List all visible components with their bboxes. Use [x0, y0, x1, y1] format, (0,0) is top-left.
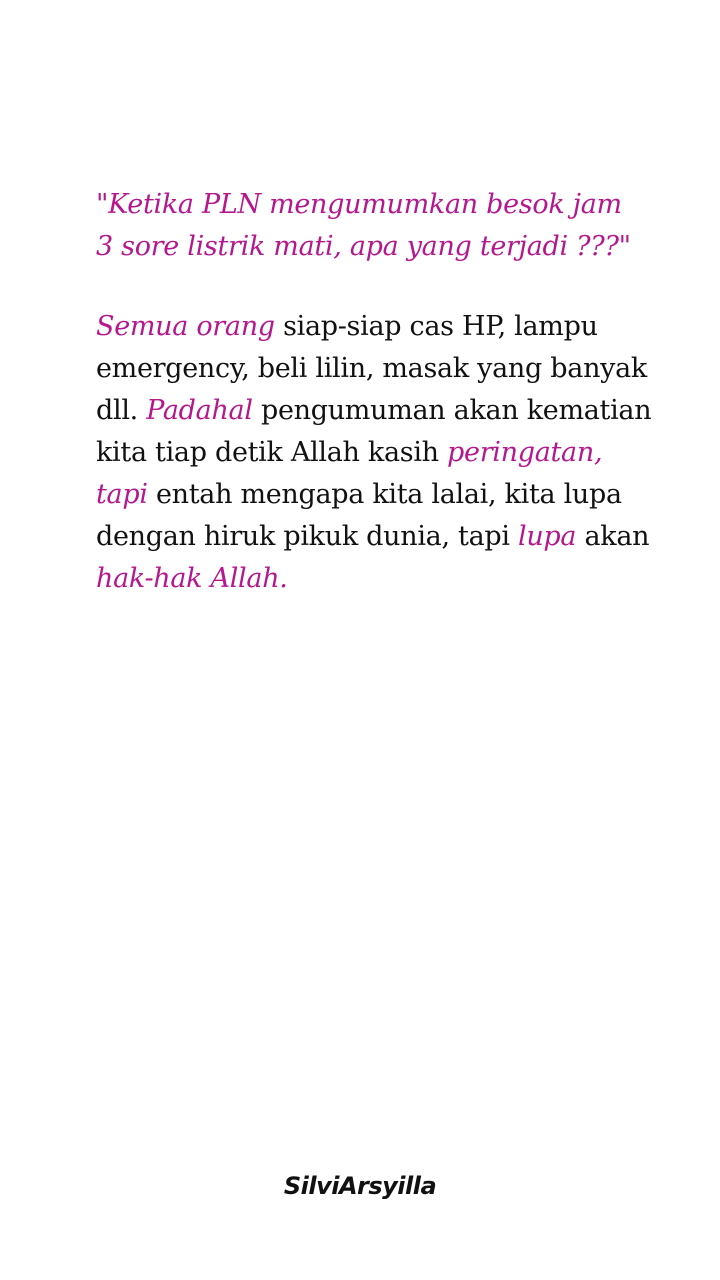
highlight-hak-hak-allah: hak-hak Allah.: [96, 563, 288, 594]
highlight-semua-orang: Semua orang: [96, 311, 275, 342]
paragraph-line-2: [96, 348, 676, 390]
highlight-tapi: tapi: [96, 479, 148, 510]
paragraph-text: pengumuman akan kematian: [252, 395, 652, 426]
paragraph-text: entah mengapa kita lalai, kita lupa: [147, 479, 622, 510]
paragraph-line-6: [96, 516, 676, 558]
quote-line-2: 3 sore listrik mati, apa yang terjadi ???": [96, 231, 631, 262]
paragraph-line-4: [96, 432, 676, 474]
paragraph-line-1: [96, 306, 676, 348]
paragraph-line-5: [96, 474, 676, 516]
paragraph-text: dll.: [96, 395, 147, 426]
paragraph-text: dengan hiruk pikuk dunia, tapi: [96, 521, 518, 552]
paragraph-line-7: [96, 558, 676, 600]
paragraph-text: kita tiap detik Allah kasih: [96, 437, 448, 468]
paragraph-text: siap-siap cas HP, lampu: [274, 311, 598, 342]
highlight-padahal: Padahal: [146, 395, 253, 426]
paragraph-line-3: [96, 390, 676, 432]
highlight-peringatan: peringatan,: [447, 437, 603, 468]
author-signature: SilviArsyilla: [283, 1172, 437, 1200]
body-paragraph: [96, 306, 676, 600]
paragraph-text: emergency, beli lilin, masak yang banyak: [96, 353, 647, 384]
quote-block: [96, 184, 676, 268]
paragraph-text: akan: [576, 521, 650, 552]
quote-line-1: "Ketika PLN mengumumkan besok jam: [96, 189, 622, 220]
highlight-lupa: lupa: [518, 521, 577, 552]
